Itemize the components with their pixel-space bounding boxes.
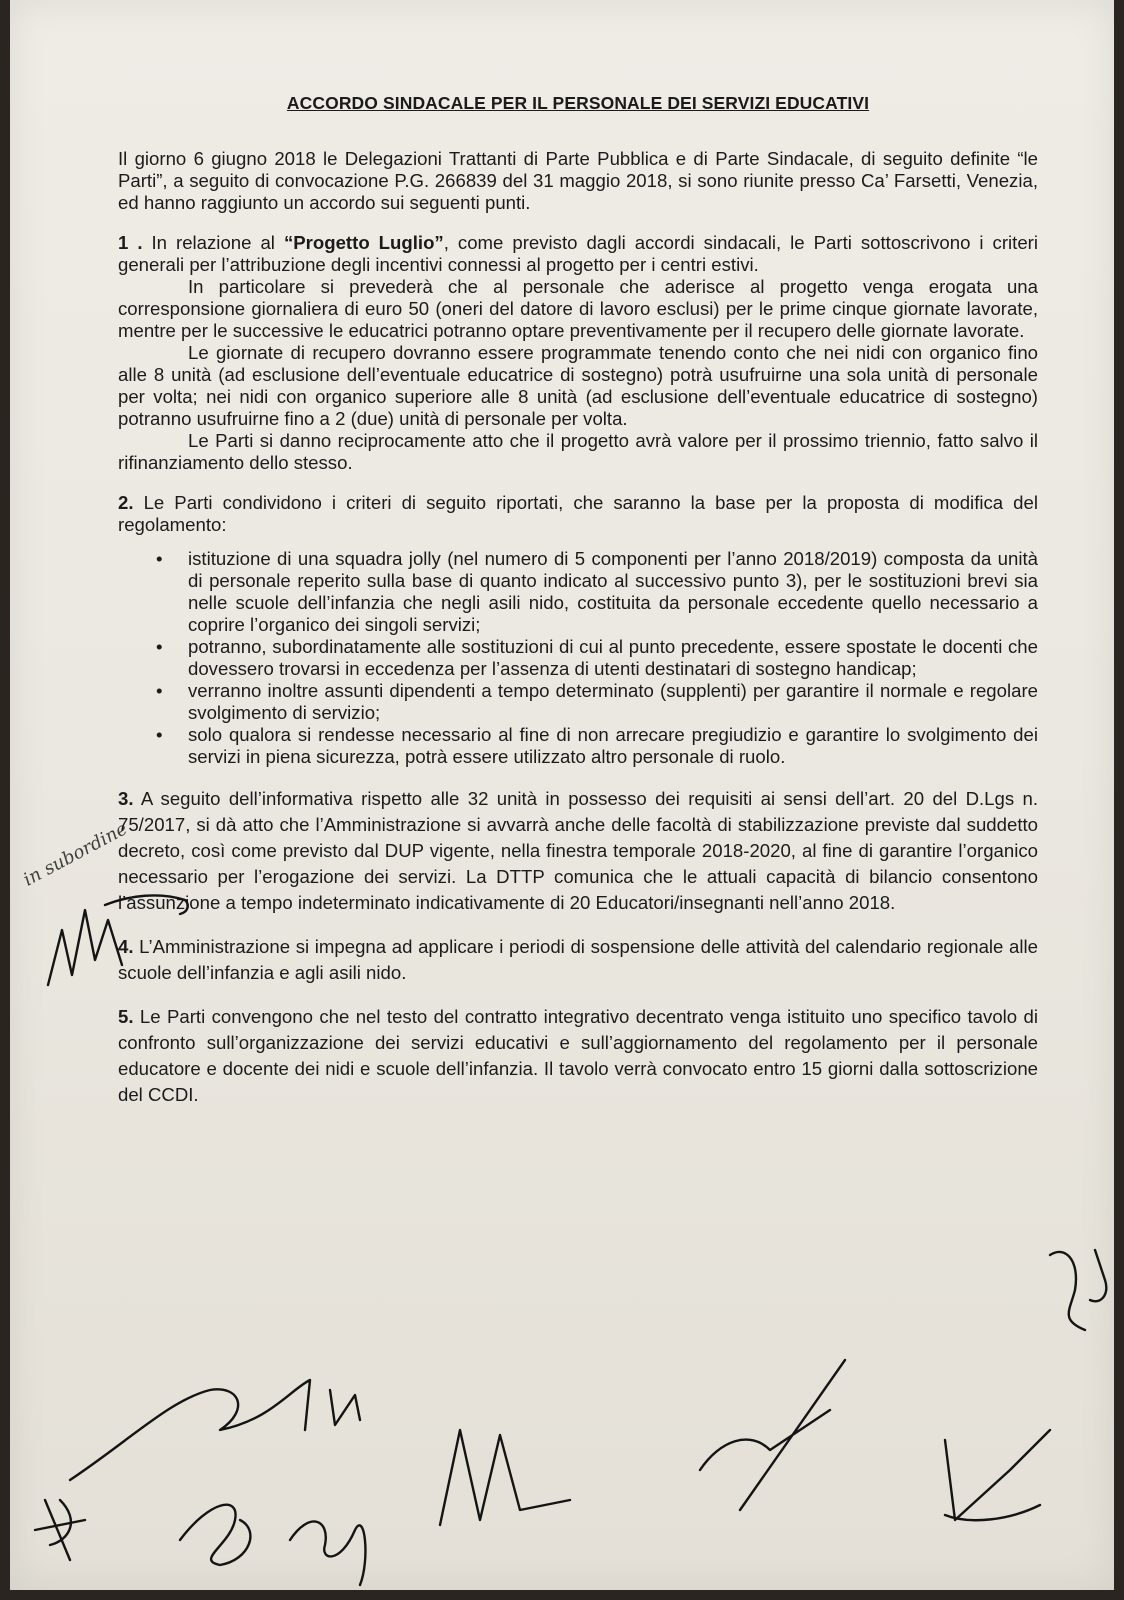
section-5	[118, 1004, 1038, 1108]
section-1-lead	[118, 232, 1038, 276]
list-item: • potranno, subordinatamente alle sostituzioni di cui al punto precedente, essere spostate le docenti che dovessero trovarsi in eccedenza per l’assenza di utenti destinatari di sostegno handicap;	[188, 636, 1038, 680]
section-1	[118, 232, 1038, 474]
section-2	[118, 492, 1038, 768]
margin-initials-signature	[48, 910, 122, 985]
section-1-lead-text: In relazione al	[142, 232, 284, 253]
section-5-text: Le Parti convengono che nel testo del contratto integrativo decentrato venga istituito uno specifico tavolo di confronto sull’organizzazione dei servizi educativi e sull’aggiornamento del regolamento per il personale educatore e docente dei nidi e scuole dell’infanzia. Il tavolo verrà convocato entro 15 giorni dalla sottoscrizione del CCDI.	[118, 1006, 1038, 1105]
section-1-paragraph-3: Le giornate di recupero dovranno essere programmate tenendo conto che nei nidi con organico fino alle 8 unità (ad esclusione dell’eventuale educatrice di sostegno) potrà usufruirne una sola unità di personale per volta; nei nidi con organico superiore alle 8 unità (ad esclusione dell’eventuale educatrice di sostegno) potranno usufruirne fino a 2 (due) unità di personale per volta.	[118, 342, 1038, 429]
document-body	[118, 92, 1038, 1126]
section-3-number: 3.	[118, 788, 134, 809]
section-2-text: Le Parti condividono i criteri di seguito riportati, che saranno la base per la proposta di modifica del regolamento:	[118, 492, 1038, 535]
signature-3	[180, 1505, 250, 1565]
section-1-paragraph-2: In particolare si prevederà che al personale che aderisce al progetto venga erogata una corresponsione giornaliera di euro 50 (oneri del datore di lavoro esclusi) per le prime cinque giornate lavorate, mentre per le successive le educatrici potranno optare preventivamente per il recupero delle giornate lavorate.	[118, 276, 1038, 341]
section-1-rest-text: , come previsto dagli accordi sindacali, le Parti sottoscrivono i criteri generali per l’attribuzione degli incentivi connessi al progetto per i centri estivi.	[118, 232, 1038, 275]
section-5-number: 5.	[118, 1006, 134, 1027]
signature-6	[700, 1360, 845, 1510]
section-3-text: A seguito dell’informativa rispetto alle 32 unità in possesso dei requisiti ai sensi dell’art. 20 del D.Lgs n. 75/2017, si dà atto che l’Amministrazione si avvarrà anche delle facoltà di stabilizzazione previste dal suddetto decreto, così come previsto dal DUP vigente, nella finestra temporale 2018-2020, al fine di garantire l’organico necessario per l’erogazione dei servizi. La DTTP comunica che le attuali capacità di bilancio consentono l’assunzione a tempo indeterminato indicativamente di 20 Educatori/insegnanti nell’anno 2018.	[118, 788, 1038, 913]
signature-4	[290, 1521, 365, 1585]
list-item: • solo qualora si rendesse necessario al fine di non arrecare pregiudizio e garantire lo svolgimento dei servizi in piena sicurezza, potrà essere utilizzato altro personale di ruolo.	[188, 724, 1038, 768]
signature-5	[440, 1430, 570, 1525]
section-4-number: 4.	[118, 936, 134, 957]
section-4	[118, 934, 1038, 986]
list-item: • verranno inoltre assunti dipendenti a tempo determinato (supplenti) per garantire il normale e regolare svolgimento di servizio;	[188, 680, 1038, 724]
criteria-list	[118, 548, 1038, 768]
list-item: • istituzione di una squadra jolly (nel numero di 5 componenti per l’anno 2018/2019) composta da unità di personale reperito sulla base di quanto indicato al successivo punto 3), per le sostituzioni brevi sia nelle scuole dell’infanzia che negli asili nido, costituita da personale eccedente quello necessario a coprire l’organico dei singoli servizi;	[188, 548, 1038, 636]
signature-2	[35, 1500, 85, 1560]
section-1-paragraph-4: Le Parti si danno reciprocamente atto che il progetto avrà valore per il prossimo triennio, fatto salvo il rifinanziamento dello stesso.	[118, 430, 1038, 473]
progetto-luglio-label: “Progetto Luglio”	[283, 232, 444, 253]
document-title: ACCORDO SINDACALE PER IL PERSONALE DEI SERVIZI EDUCATIVI	[286, 93, 870, 113]
intro-paragraph: Il giorno 6 giugno 2018 le Delegazioni Trattanti di Parte Pubblica e di Parte Sindacale, di seguito definite “le Parti”, a seguito di convocazione P.G. 266839 del 31 maggio 2018, si sono riunite presso Ca’ Farsetti, Venezia, ed hanno raggiunto un accordo sui seguenti punti.	[118, 148, 1038, 213]
section-2-number: 2.	[118, 492, 134, 513]
signature-1	[70, 1380, 360, 1480]
right-margin-signature	[1050, 1250, 1106, 1330]
section-4-text: L’Amministrazione si impegna ad applicare i periodi di sospensione delle attività del calendario regionale alle scuole dell’infanzia e agli asili nido.	[118, 936, 1038, 983]
handwritten-margin-note: in subordine	[20, 818, 131, 891]
section-1-number: 1 .	[118, 232, 143, 253]
section-3	[118, 786, 1038, 916]
signature-7	[945, 1430, 1050, 1520]
document-page	[10, 0, 1114, 1590]
